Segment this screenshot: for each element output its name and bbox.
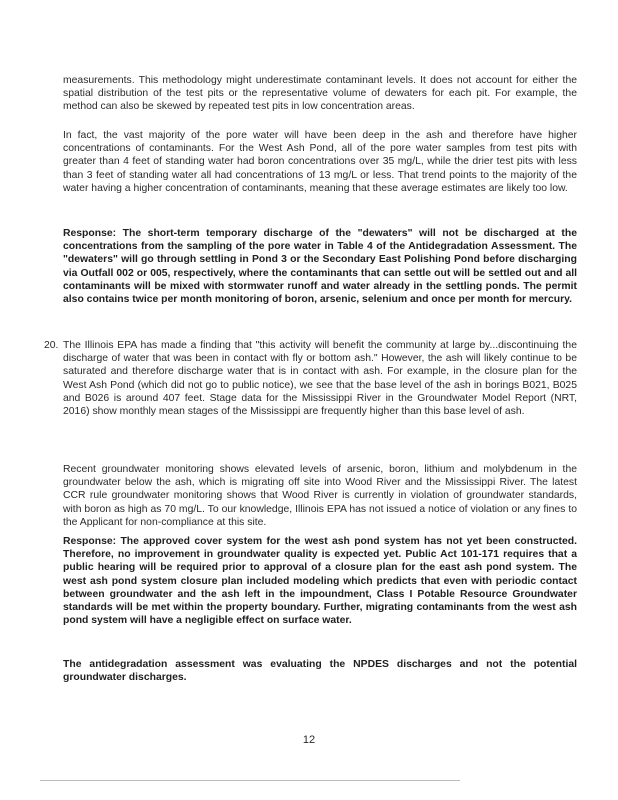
footer-rule <box>40 780 460 781</box>
item-number: 20. <box>44 340 59 351</box>
paragraph-measurements: measurements. This methodology might underestimate contaminant levels. It does not account for either the spatial distribution of the test pits or the representative volume of dewaters for each pit. For example, the method can also be skewed by repeated test pits in low concentration areas. <box>63 75 577 113</box>
response-antidegradation: The antidegradation assessment was evaluating the NPDES discharges and not the potential groundwater discharges. <box>63 659 577 684</box>
response-dewaters: Response: The short-term temporary discharge of the "dewaters" will not be discharged at the concentrations from the sampling of the pore water in Table 4 of the Antidegradation Assessment. The "dewaters" will go through settling in Pond 3 or the Secondary East Polishing Pond before discharging via Outfall 002 or 005, respectively, where the contaminants that can settle out will be settled out and all contaminants will be mixed with stormwater runoff and water already in the settling ponds. The permit also contains twice per month monitoring of boron, arsenic, selenium and once per month for mercury. <box>63 228 577 306</box>
page-number: 12 <box>302 734 316 746</box>
paragraph-groundwater-monitoring: Recent groundwater monitoring shows elevated levels of arsenic, boron, lithium and molybdenum in the groundwater below the ash, which is migrating off site into Wood River and the Mississippi River. The latest CCR rule groundwater monitoring shows that Wood River is currently in violation of groundwater standards, with boron as high as 70 mg/L. To our knowledge, Illinois EPA has not issued a notice of violation or any fines to the Applicant for non-compliance at this site. <box>63 464 577 528</box>
response-cover-system: Response: The approved cover system for the west ash pond system has not yet been constructed. Therefore, no improvement in groundwater quality is expected yet. Public Act 101-171 requires that a public hearing will be required prior to approval of a closure plan for the east ash pond system. The west ash pond system closure plan included modeling which predicts that even with periodic contact between groundwater and the ash left in the impoundment, Class I Potable Resource Groundwater standards will be met within the property boundary. Further, migrating contaminants from the west ash pond system will have a negligible effect on surface water. <box>63 536 577 627</box>
paragraph-epa-finding: The Illinois EPA has made a finding that "this activity will benefit the community at large by...discontinuing the discharge of water that was been in contact with fly or bottom ash." However, the ash will likely continue to be saturated and therefore discharge water that is in contact with ash. For example, in the closure plan for the West Ash Pond (which did not go to public notice), we see that the base level of the ash in borings B021, B025 and B026 is around 407 feet. Stage data for the Mississippi River in the Groundwater Model Report (NRT, 2016) show monthly mean stages of the Mississippi are frequently higher than this base level of ash. <box>63 340 577 418</box>
paragraph-pore-water: In fact, the vast majority of the pore water will have been deep in the ash and therefore have higher concentrations of contaminants. For the West Ash Pond, all of the pore water samples from test pits with greater than 4 feet of standing water had boron concentrations over 35 mg/L, while the drier test pits with less than 3 feet of standing water all had concentrations of 13 mg/L or less. That trend points to the majority of the water having a higher concentration of contaminants, meaning that these average estimates are likely too low. <box>63 130 577 194</box>
